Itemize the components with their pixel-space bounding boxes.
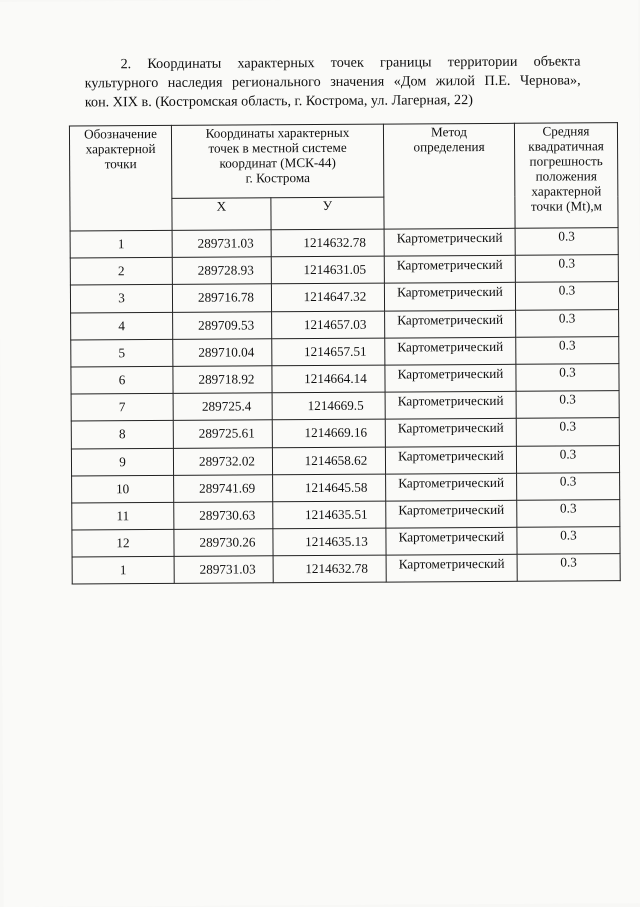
y-coordinate-cell: 1214645.58	[273, 474, 386, 502]
error-cell: 0.3	[515, 255, 618, 283]
point-cell: 8	[71, 421, 173, 449]
y-coordinate-cell: 1214635.51	[273, 501, 386, 529]
point-cell: 7	[71, 394, 173, 422]
point-cell: 9	[71, 448, 173, 476]
header-coordinates: Координаты характерных точек в местной системе координат (МСК-44) г. Кострома	[171, 124, 383, 198]
error-cell: 0.3	[517, 500, 620, 528]
method-cell: Картометрический	[386, 527, 517, 555]
error-cell: 0.3	[516, 418, 619, 446]
header-method: Метод определения	[383, 123, 515, 229]
x-coordinate-cell: 289716.78	[172, 284, 271, 312]
y-coordinate-cell: 1214669.5	[272, 392, 385, 420]
point-cell: 1	[72, 557, 174, 585]
y-coordinate-cell: 1214635.13	[273, 528, 386, 556]
table-row	[71, 336, 619, 367]
header-y: У	[271, 197, 384, 230]
document-heading	[85, 52, 581, 112]
error-cell: 0.3	[517, 527, 620, 555]
table-row	[71, 364, 619, 395]
point-cell: 5	[71, 339, 173, 367]
table-row	[70, 255, 618, 286]
method-cell: Картометрический	[384, 255, 515, 283]
y-coordinate-cell: 1214632.78	[271, 229, 384, 257]
method-cell: Картометрический	[384, 283, 515, 311]
x-coordinate-cell: 289732.02	[173, 447, 272, 475]
y-coordinate-cell: 1214631.05	[271, 256, 384, 284]
x-coordinate-cell: 289718.92	[173, 366, 272, 394]
method-cell: Картометрический	[385, 446, 516, 474]
error-cell: 0.3	[516, 364, 619, 392]
error-cell: 0.3	[515, 282, 618, 310]
table-body	[70, 228, 620, 585]
point-cell: 2	[70, 258, 172, 286]
error-cell: 0.3	[515, 228, 618, 256]
y-coordinate-cell: 1214632.78	[273, 555, 386, 583]
error-cell: 0.3	[516, 309, 619, 337]
x-coordinate-cell: 289709.53	[173, 311, 272, 339]
header-mean-square-error: Средняя квадратичная погрешность положения характерной точки (Mt),м	[514, 123, 618, 229]
heading-line-2: культурного наследия регионального значения «Дом жилой П.Е. Чернова»,	[84, 72, 581, 92]
point-cell: 6	[71, 366, 173, 394]
method-cell: Картометрический	[385, 419, 516, 447]
point-cell: 10	[72, 475, 174, 503]
header-x: Х	[172, 198, 271, 231]
method-cell: Картометрический	[386, 500, 517, 528]
table-row	[71, 418, 619, 449]
point-cell: 3	[70, 285, 172, 313]
error-cell: 0.3	[516, 336, 619, 364]
heading-line-1: 2. Координаты характерных точек границы территории объекта	[120, 53, 581, 73]
table-row	[72, 500, 620, 531]
x-coordinate-cell: 289731.03	[172, 230, 271, 258]
method-cell: Картометрический	[384, 228, 515, 256]
error-cell: 0.3	[516, 445, 619, 473]
table-row	[71, 309, 619, 340]
error-cell: 0.3	[517, 554, 620, 582]
y-coordinate-cell: 1214669.16	[272, 419, 385, 447]
coordinates-table	[69, 122, 621, 585]
x-coordinate-cell: 289725.61	[173, 420, 272, 448]
error-cell: 0.3	[516, 391, 619, 419]
point-cell: 1	[70, 230, 172, 258]
table-row	[72, 554, 620, 585]
x-coordinate-cell: 289710.04	[173, 339, 272, 367]
error-cell: 0.3	[517, 472, 620, 500]
method-cell: Картометрический	[386, 555, 517, 583]
table-row	[71, 445, 619, 476]
table-row	[71, 391, 619, 422]
point-cell: 12	[72, 529, 174, 557]
table-row	[72, 472, 620, 503]
y-coordinate-cell: 1214657.03	[272, 311, 385, 339]
y-coordinate-cell: 1214647.32	[271, 283, 384, 311]
y-coordinate-cell: 1214664.14	[272, 365, 385, 393]
table-row	[70, 282, 618, 313]
point-cell: 4	[71, 312, 173, 340]
x-coordinate-cell: 289728.93	[172, 257, 271, 285]
x-coordinate-cell: 289725.4	[173, 393, 272, 421]
point-cell: 11	[72, 502, 174, 530]
table-row	[70, 228, 618, 259]
x-coordinate-cell: 289730.63	[174, 502, 273, 530]
method-cell: Картометрический	[385, 364, 516, 392]
method-cell: Картометрический	[385, 337, 516, 365]
method-cell: Картометрический	[385, 310, 516, 338]
heading-line-3: кон. XIX в. (Костромская область, г. Кострома, ул. Лагерная, 22)	[84, 92, 473, 111]
header-point-designation: Обозначение характерной точки	[69, 125, 172, 231]
y-coordinate-cell: 1214657.51	[272, 338, 385, 366]
method-cell: Картометрический	[386, 473, 517, 501]
x-coordinate-cell: 289731.03	[174, 556, 273, 584]
table-row	[72, 527, 620, 558]
x-coordinate-cell: 289741.69	[174, 474, 273, 502]
method-cell: Картометрический	[385, 391, 516, 419]
x-coordinate-cell: 289730.26	[174, 529, 273, 557]
y-coordinate-cell: 1214658.62	[272, 447, 385, 475]
